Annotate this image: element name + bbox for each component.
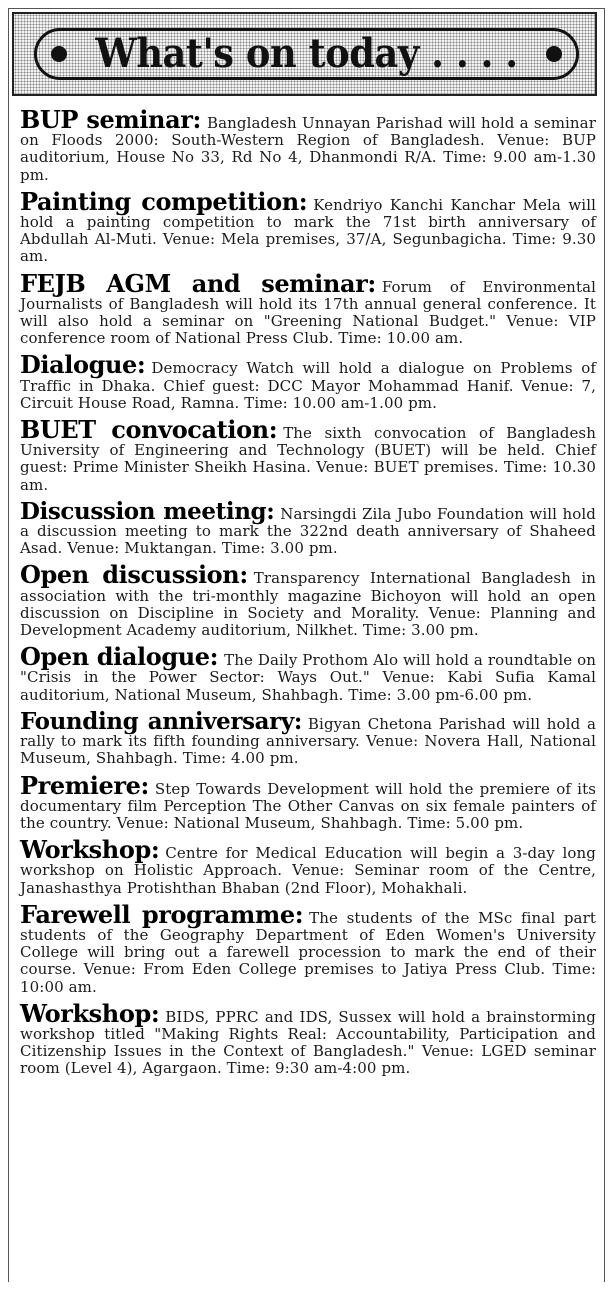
event-description: Democracy Watch will hold a dialogue on Problems of Traffic in Dhaka. Chief guest: DCC Mayor Mohammad Hanif. Venue: 7, Circuit House Road, Ramna. Time: 10.00 am-1.00 pm. xyxy=(20,359,596,412)
event-description: Centre for Medical Education will begin a 3-day long workshop on Holistic Approach. Venue: Seminar room of the Centre, Janashasthya Protishthan Bhaban (2nd Floor), Mohakhali. xyxy=(20,844,596,897)
event-item xyxy=(20,998,596,1078)
event-title: Painting competition: xyxy=(20,186,308,216)
event-title: Premiere: xyxy=(20,770,149,800)
event-description: Bangladesh Unnayan Parishad will hold a seminar on Floods 2000: South-Western Region of Bangladesh. Venue: BUP auditorium, House No 33, Rd No 4, Dhanmondi R/A. Time: 9.00 am-1.30 pm. xyxy=(20,114,596,184)
event-description: The sixth convocation of Bangladesh University of Engineering and Technology (BUET) will be held. Chief guest: Prime Minister Sheikh Hasina. Venue: BUET premises. Time: 10.30 am. xyxy=(20,424,596,494)
event-description: Narsingdi Zila Jubo Foundation will hold a discussion meeting to mark the 322nd death anniversary of Shaheed Asad. Venue: Muktangan. Time: 3.00 pm. xyxy=(20,504,596,558)
event-item xyxy=(20,642,596,704)
bullet-icon xyxy=(51,46,67,62)
event-title: Farewell programme: xyxy=(20,899,304,929)
event-description: Transparency International Bangladesh in association with the tri-monthly magazine Bichoyon will hold an open discussion on Discipline in Society and Morality. Venue: Planning and Development Academy auditorium, Nilkhet. Time: 3.00 pm. xyxy=(20,569,596,640)
event-item xyxy=(20,899,596,996)
event-description: The students of the MSc final part students of the Geography Department of Eden Women's University College will bring out a farewell procession to mark the end of their course. Venue: From Eden College premises to Jatiya Press Club. Time: 10:00 am. xyxy=(20,908,596,996)
event-item xyxy=(20,560,596,640)
event-title: Dialogue: xyxy=(20,350,146,380)
event-title: FEJB AGM and seminar: xyxy=(20,268,376,298)
event-item xyxy=(20,268,597,348)
event-title: BUP seminar: xyxy=(20,105,201,134)
event-item xyxy=(20,415,596,494)
event-item xyxy=(20,707,596,768)
event-item xyxy=(20,770,596,833)
event-list xyxy=(20,105,597,1086)
event-description: Bigyan Chetona Parishad will hold a rally to mark its fifth founding anniversary. Venue: Novera Hall, National Museum, Shahbagh. Time: 4.00 pm. xyxy=(20,714,596,768)
event-title: BUET convocation: xyxy=(20,415,278,445)
event-title: Open discussion: xyxy=(20,560,248,590)
event-description: Step Towards Development will hold the premiere of its documentary film Perception The Other Canvas on six female painters of the country. Venue: National Museum, Shahbagh. Time: 5.00 pm. xyxy=(20,779,596,832)
event-title: Founding anniversary: xyxy=(20,707,302,735)
event-item xyxy=(20,350,596,412)
event-description: Kendriyo Kanchi Kanchar Mela will hold a painting competition to mark the 71st birth anniversary of Abdullah Al-Muti. Venue: Mela premises, 37/A, Segunbagicha. Time: 9.30 am. xyxy=(20,195,596,266)
event-item xyxy=(20,497,596,558)
event-description: Forum of Environmental Journalists of Bangladesh will hold its 17th annual general conference. It will also hold a seminar on "Greening National Budget." Venue: VIP conference room of National Press Club. Time: 10.00 am. xyxy=(20,277,597,348)
event-description: BIDS, PPRC and IDS, Sussex will hold a brainstorming workshop titled "Making Rights Real: Accountability, Participation and Citizenship Issues in the Context of Bangladesh." Venue: LGED seminar room (Level 4), Agargaon. Time: 9:30 am-4:00 pm. xyxy=(20,1007,596,1078)
event-title: Discussion meeting: xyxy=(20,497,275,525)
event-title: Workshop: xyxy=(20,835,160,865)
event-item xyxy=(20,105,596,184)
event-description: The Daily Prothom Alo will hold a roundtable on "Crisis in the Power Sector: Ways Out." Venue: Kabi Sufia Kamal auditorium, National Museum, Shahbagh. Time: 3.00 pm-6.00 pm. xyxy=(20,651,596,704)
event-item xyxy=(20,835,596,897)
event-item xyxy=(20,186,596,266)
header-banner xyxy=(12,12,597,96)
event-title: Workshop: xyxy=(20,998,160,1028)
page-title: What's on today . . . . xyxy=(95,30,518,77)
header-pill xyxy=(34,28,579,80)
bullet-icon xyxy=(546,46,562,62)
event-title: Open dialogue: xyxy=(20,642,219,672)
